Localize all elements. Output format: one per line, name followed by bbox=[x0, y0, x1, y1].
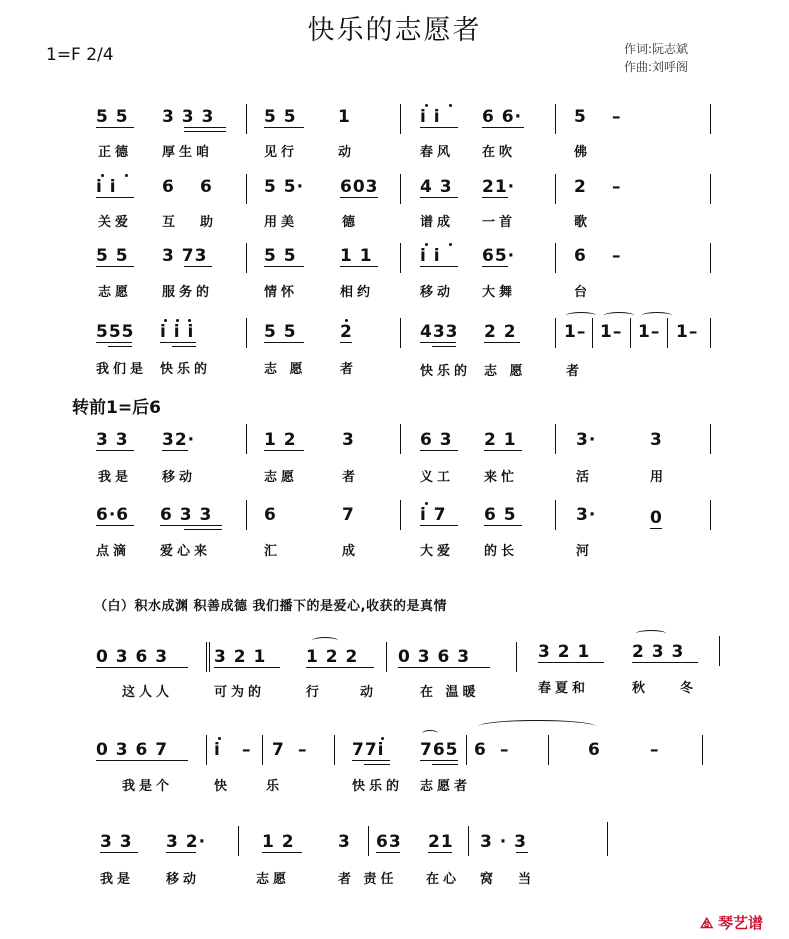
lyric: 在吹 bbox=[482, 145, 517, 160]
lyric: 动 bbox=[360, 685, 378, 700]
barline bbox=[206, 642, 207, 672]
underline bbox=[420, 342, 456, 343]
underline bbox=[420, 127, 458, 128]
note-group: 3· bbox=[576, 430, 597, 450]
barline bbox=[386, 642, 387, 672]
note-group: 77i bbox=[352, 740, 385, 760]
note-group: 3 3 3 bbox=[162, 107, 215, 127]
underline bbox=[96, 760, 188, 761]
barline bbox=[400, 243, 401, 273]
high-octave-dot bbox=[425, 243, 428, 246]
note-group: 3 bbox=[338, 832, 351, 852]
note-group: 3· bbox=[576, 505, 597, 525]
note-group: 6 3 3 bbox=[160, 505, 213, 525]
barline bbox=[630, 318, 631, 348]
note-group: 2 bbox=[340, 322, 353, 342]
underline bbox=[420, 266, 458, 267]
lyric: 大舞 bbox=[482, 285, 517, 300]
note-group: 5 5 bbox=[96, 246, 129, 266]
barline bbox=[246, 104, 247, 134]
underline bbox=[376, 852, 400, 853]
hold-dash: – bbox=[612, 177, 621, 197]
barline bbox=[516, 642, 517, 672]
barline bbox=[555, 243, 556, 273]
barline bbox=[334, 735, 335, 765]
underline bbox=[428, 852, 452, 853]
underline bbox=[482, 266, 508, 267]
lyric: 助 bbox=[200, 215, 218, 230]
high-octave-dot bbox=[449, 243, 452, 246]
lyric: 在心 bbox=[426, 872, 461, 887]
barline bbox=[246, 243, 247, 273]
lyric: 歌 bbox=[574, 215, 592, 230]
note-group: i i i bbox=[160, 322, 195, 342]
note-group: 5 5 bbox=[96, 107, 129, 127]
note-group: 1– bbox=[638, 322, 661, 342]
barline bbox=[702, 735, 703, 765]
barline bbox=[607, 822, 608, 856]
note-group: 1 2 bbox=[264, 430, 297, 450]
lyric: 服务的 bbox=[162, 285, 214, 300]
note-group: 765 bbox=[420, 740, 459, 760]
note-group: 555 bbox=[96, 322, 135, 342]
barline bbox=[400, 174, 401, 204]
barline bbox=[246, 318, 247, 348]
barline bbox=[555, 318, 556, 348]
tie-arc bbox=[636, 630, 666, 637]
note-group: i bbox=[214, 740, 221, 760]
lyric: 志愿 bbox=[98, 285, 133, 300]
underline bbox=[264, 342, 304, 343]
high-octave-dot bbox=[125, 174, 128, 177]
underline bbox=[482, 127, 524, 128]
note-group: 6·6 bbox=[96, 505, 130, 525]
underline bbox=[160, 525, 222, 526]
lyric: 正德 bbox=[98, 145, 133, 160]
note-group: 1– bbox=[600, 322, 623, 342]
note-group: 4 3 bbox=[420, 177, 453, 197]
hold-dash: – bbox=[612, 107, 621, 127]
note-group: 1 2 bbox=[262, 832, 295, 852]
barline bbox=[262, 735, 263, 765]
note-group: 5 bbox=[574, 107, 587, 127]
high-octave-dot bbox=[425, 104, 428, 107]
lyric: 义工 bbox=[420, 470, 455, 485]
hold-dash: – bbox=[500, 740, 509, 760]
lyric: 动 bbox=[338, 145, 356, 160]
underline bbox=[184, 127, 226, 128]
underline bbox=[420, 525, 458, 526]
note-group: 0 3 6 7 bbox=[96, 740, 169, 760]
underline bbox=[264, 266, 304, 267]
lyric: 志愿 bbox=[264, 470, 299, 485]
underline bbox=[352, 760, 390, 761]
lyric: 情怀 bbox=[264, 285, 299, 300]
underline bbox=[214, 667, 280, 668]
barline bbox=[592, 318, 593, 348]
note-group: 3 bbox=[342, 430, 355, 450]
lyricist-credit: 作词:阮志斌 bbox=[624, 42, 689, 56]
underline bbox=[184, 266, 212, 267]
lyric: 我是 bbox=[98, 470, 133, 485]
underline bbox=[166, 852, 196, 853]
high-octave-dot bbox=[345, 319, 348, 322]
underline bbox=[162, 450, 188, 451]
lyric: 见行 bbox=[264, 145, 299, 160]
barline bbox=[246, 424, 247, 454]
key-signature: 1=F 2/4 bbox=[46, 45, 114, 65]
underline bbox=[650, 528, 662, 529]
note-group: 3 bbox=[650, 430, 663, 450]
lyric: 德 bbox=[342, 215, 360, 230]
barline bbox=[400, 500, 401, 530]
note-group: 3 2· bbox=[166, 832, 207, 852]
underline bbox=[632, 662, 698, 663]
lyric: 快乐的 bbox=[420, 364, 472, 379]
underline bbox=[484, 450, 522, 451]
underline bbox=[96, 266, 134, 267]
lyric: 爱心来 bbox=[160, 544, 212, 559]
brand-logo bbox=[700, 912, 763, 933]
underline bbox=[420, 450, 458, 451]
note-group: 2 bbox=[574, 177, 587, 197]
lyric: 的长 bbox=[484, 544, 519, 559]
barline bbox=[555, 500, 556, 530]
underline bbox=[306, 667, 374, 668]
note-group: 433 bbox=[420, 322, 459, 342]
barline bbox=[710, 318, 711, 348]
note-group: 63 bbox=[376, 832, 402, 852]
lyric: 者 bbox=[566, 364, 584, 379]
tie-arc bbox=[312, 637, 338, 644]
underline bbox=[172, 346, 196, 347]
underline bbox=[96, 525, 134, 526]
underline bbox=[340, 266, 378, 267]
note-group: 5 5 bbox=[264, 107, 297, 127]
lyric: 关爱 bbox=[98, 215, 133, 230]
barline bbox=[400, 318, 401, 348]
note-group: 21 bbox=[428, 832, 454, 852]
note-group: i i bbox=[420, 246, 441, 266]
note-group: 3 3 bbox=[100, 832, 133, 852]
note-group: 3 73 bbox=[162, 246, 208, 266]
high-octave-dot bbox=[101, 174, 104, 177]
lyric: 快 bbox=[214, 779, 232, 794]
lyric: 快乐的 bbox=[352, 779, 404, 794]
note-group: 5 5 bbox=[264, 322, 297, 342]
underline bbox=[484, 342, 520, 343]
barline bbox=[368, 826, 369, 856]
lyric: 秋 bbox=[632, 681, 650, 696]
note-group: 6 bbox=[162, 177, 175, 197]
underline bbox=[432, 346, 456, 347]
lyric: 者 bbox=[342, 470, 360, 485]
lyric: 我是 bbox=[100, 872, 135, 887]
hold-dash: – bbox=[242, 740, 251, 760]
barline bbox=[710, 104, 711, 134]
underline bbox=[96, 197, 134, 198]
note-group: 1 1 bbox=[340, 246, 373, 266]
note-group: i i bbox=[420, 107, 441, 127]
note-group: 5 5· bbox=[264, 177, 305, 197]
underline bbox=[516, 852, 528, 853]
underline bbox=[262, 852, 302, 853]
lyric: 这人人 bbox=[122, 685, 174, 700]
high-octave-dot bbox=[381, 737, 384, 740]
barline bbox=[468, 826, 469, 856]
underline bbox=[340, 197, 378, 198]
lyric: 来忙 bbox=[484, 470, 519, 485]
note-group: i 7 bbox=[420, 505, 447, 525]
composer-credit: 作曲:刘呼阁 bbox=[624, 60, 689, 74]
hold-dash: – bbox=[650, 740, 659, 760]
lyric: 汇 bbox=[264, 544, 282, 559]
underline bbox=[364, 764, 390, 765]
note-group: 6 bbox=[200, 177, 213, 197]
tie-arc bbox=[604, 312, 634, 319]
underline bbox=[420, 760, 458, 761]
hold-dash: – bbox=[298, 740, 307, 760]
lyric: 台 bbox=[574, 285, 592, 300]
high-octave-dot bbox=[425, 502, 428, 505]
note-group: 5 5 bbox=[264, 246, 297, 266]
lyric: 可为的 bbox=[214, 685, 266, 700]
note-group: 32· bbox=[162, 430, 196, 450]
underline bbox=[96, 342, 132, 343]
note-group: 2 2 bbox=[484, 322, 517, 342]
note-group: 6 bbox=[588, 740, 601, 760]
lyric: 移动 bbox=[166, 872, 201, 887]
note-group: 0 3 6 3 bbox=[398, 647, 471, 667]
lyric: 大爱 bbox=[420, 544, 455, 559]
note-group: 7 bbox=[342, 505, 355, 525]
lyric: 者 bbox=[340, 362, 358, 377]
underline bbox=[160, 342, 196, 343]
barline bbox=[400, 104, 401, 134]
barline bbox=[209, 642, 210, 672]
note-group: 65· bbox=[482, 246, 516, 266]
lyric: 我是个 bbox=[122, 779, 174, 794]
underline bbox=[264, 450, 304, 451]
note-group: i i bbox=[96, 177, 117, 197]
lyric: 春夏和 bbox=[538, 681, 590, 696]
modulation-label: 转前1=后6 bbox=[72, 398, 161, 418]
high-octave-dot bbox=[164, 319, 167, 322]
barline bbox=[400, 424, 401, 454]
underline bbox=[340, 342, 352, 343]
tie-arc bbox=[566, 312, 596, 319]
note-group: 6 6· bbox=[482, 107, 523, 127]
lyric: 在 温暖 bbox=[420, 685, 480, 700]
lyric: 我们是 bbox=[96, 362, 148, 377]
lyric: 用 bbox=[650, 470, 668, 485]
underline bbox=[420, 197, 458, 198]
barline bbox=[719, 636, 720, 666]
note-group: 6 bbox=[574, 246, 587, 266]
barline bbox=[238, 826, 239, 856]
lyric: 相约 bbox=[340, 285, 375, 300]
underline bbox=[96, 127, 134, 128]
brand-icon: ⧌ bbox=[700, 914, 714, 932]
note-group: 3 2 1 bbox=[538, 642, 591, 662]
spoken-passage: （白）积水成渊 积善成德 我们播下的是爱心,收获的是真情 bbox=[94, 599, 447, 614]
lyric: 冬 bbox=[680, 681, 698, 696]
underline bbox=[96, 450, 134, 451]
note-group: 3 · 3 bbox=[480, 832, 527, 852]
lyric: 点滴 bbox=[96, 544, 131, 559]
note-group: 1 bbox=[338, 107, 351, 127]
note-group: 2 3 3 bbox=[632, 642, 685, 662]
lyric: 移动 bbox=[420, 285, 455, 300]
note-group: 7 bbox=[272, 740, 285, 760]
lyric: 乐 bbox=[266, 779, 284, 794]
lyric: 活 bbox=[576, 470, 594, 485]
note-group: 6 3 bbox=[420, 430, 453, 450]
note-group: 21· bbox=[482, 177, 516, 197]
barline bbox=[555, 174, 556, 204]
note-group: 2 1 bbox=[484, 430, 517, 450]
lyric: 佛 bbox=[574, 145, 592, 160]
barline bbox=[555, 104, 556, 134]
tie-arc bbox=[642, 312, 672, 319]
underline bbox=[264, 127, 304, 128]
underline bbox=[398, 667, 490, 668]
lyric: 当 bbox=[518, 872, 536, 887]
note-group: 3 3 bbox=[96, 430, 129, 450]
barline bbox=[466, 735, 467, 765]
note-group: 3 2 1 bbox=[214, 647, 267, 667]
tie-arc bbox=[422, 730, 438, 737]
song-title: 快乐的志愿者 bbox=[307, 15, 482, 46]
underline bbox=[432, 764, 458, 765]
high-octave-dot bbox=[188, 319, 191, 322]
barline bbox=[246, 174, 247, 204]
underline bbox=[184, 131, 226, 132]
lyric: 志愿者 bbox=[420, 779, 472, 794]
lyric: 志 愿 bbox=[264, 362, 307, 377]
high-octave-dot bbox=[218, 737, 221, 740]
lyric: 春风 bbox=[420, 145, 455, 160]
lyric: 互 bbox=[162, 215, 180, 230]
lyric: 厚生咱 bbox=[162, 145, 214, 160]
note-group: 603 bbox=[340, 177, 379, 197]
barline bbox=[206, 735, 207, 765]
underline bbox=[100, 852, 138, 853]
lyric: 成 bbox=[342, 544, 360, 559]
note-group: 0 3 6 3 bbox=[96, 647, 169, 667]
underline bbox=[538, 662, 604, 663]
lyric: 窝 bbox=[480, 872, 498, 887]
underline bbox=[484, 525, 522, 526]
lyric: 行 bbox=[306, 685, 324, 700]
lyric: 用美 bbox=[264, 215, 299, 230]
lyric: 志 愿 bbox=[484, 364, 527, 379]
note-group: 6 bbox=[474, 740, 487, 760]
hold-dash: – bbox=[612, 246, 621, 266]
note-group: 1– bbox=[564, 322, 587, 342]
underline bbox=[184, 529, 222, 530]
barline bbox=[710, 424, 711, 454]
note-group: 1– bbox=[676, 322, 699, 342]
barline bbox=[710, 243, 711, 273]
barline bbox=[246, 500, 247, 530]
high-octave-dot bbox=[449, 104, 452, 107]
tie-arc bbox=[478, 720, 596, 733]
lyric: 快乐的 bbox=[160, 362, 212, 377]
note-group: 6 5 bbox=[484, 505, 517, 525]
lyric: 移动 bbox=[162, 470, 197, 485]
lyric: 河 bbox=[576, 544, 594, 559]
barline bbox=[710, 500, 711, 530]
barline bbox=[548, 735, 549, 765]
underline bbox=[96, 667, 188, 668]
underline bbox=[108, 346, 132, 347]
note-group: 1 2 2 bbox=[306, 647, 359, 667]
barline bbox=[555, 424, 556, 454]
brand-name: 琴艺谱 bbox=[718, 914, 764, 932]
high-octave-dot bbox=[176, 319, 179, 322]
lyric: 谱成 bbox=[420, 215, 455, 230]
lyric: 志愿 bbox=[256, 872, 291, 887]
underline bbox=[482, 197, 508, 198]
barline bbox=[710, 174, 711, 204]
barline bbox=[667, 318, 668, 348]
lyric: 一首 bbox=[482, 215, 517, 230]
lyric: 者 责任 bbox=[338, 872, 398, 887]
note-group: 6 bbox=[264, 505, 277, 525]
note-group: 0 bbox=[650, 508, 663, 528]
